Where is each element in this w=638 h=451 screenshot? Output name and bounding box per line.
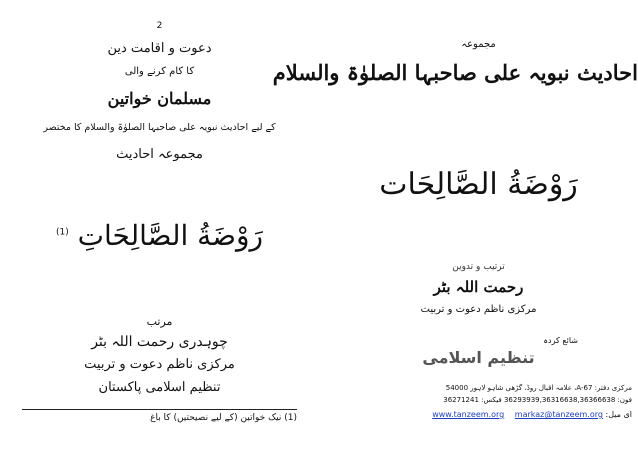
collection-subtitle: احادیث نبویہ علی صاحبہا الصلوٰۃ والسلام: [272, 60, 638, 85]
email-prefix: ای میل:: [605, 410, 632, 419]
publisher-name: تنظیم اسلامی: [422, 348, 535, 367]
website-link[interactable]: www.tanzeem.org: [432, 410, 505, 419]
footnote-text: (1) نیک خواتین (کے لیے نصیحتیں) کا باغ: [150, 413, 297, 423]
intro-line-1: دعوت و اقامت دین: [107, 41, 212, 56]
intro-line-3: مسلمان خواتین: [107, 89, 212, 108]
main-title-text: رَوْضَةُ الصَّالِحَاتِ: [77, 219, 264, 252]
compiler-role: مرکزی ناظم دعوت و تربیت: [84, 357, 235, 372]
publisher-contact-line: [319, 411, 632, 419]
compilation-label: ترتیب و تدوین: [452, 262, 505, 272]
footnote-divider: [22, 409, 297, 410]
left-main-title: [0, 219, 319, 252]
publisher-address: مرکزی دفتر: A-67، علامہ اقبال روڈ، گڑھی شاہو لاہور 54000: [445, 384, 632, 392]
compiler-heading: مرتب: [146, 315, 173, 328]
right-main-title: رَوْضَةُ الصَّالِحَات: [379, 167, 578, 202]
publisher-label: شائع کردہ: [543, 336, 578, 345]
intro-line-4: کے لیے احادیث نبویہ علی صاحبہا الصلوٰۃ والسلام کا مختصر: [43, 122, 276, 133]
footnote-marker: (1): [55, 227, 69, 238]
right-compiler-name: رحمت اللہ بٹر: [433, 278, 524, 296]
intro-line-5: مجموعہ احادیث: [116, 147, 203, 162]
organization-name: تنظیم اسلامی پاکستان: [98, 380, 221, 395]
right-compiler-role: مرکزی ناظم دعوت و تربیت: [420, 304, 537, 315]
publisher-phone: فون: 36293939,36316638,36366638 فیکس: 36271241: [443, 396, 632, 404]
intro-line-2: کا کام کرنے والی: [124, 66, 195, 77]
email-link[interactable]: markaz@tanzeem.org: [514, 410, 603, 419]
collection-label: مجموعہ: [461, 39, 496, 50]
page-number: 2: [156, 21, 163, 31]
right-page: [272, 0, 638, 451]
compiler-name: چوہدری رحمت اللہ بٹر: [91, 334, 228, 350]
